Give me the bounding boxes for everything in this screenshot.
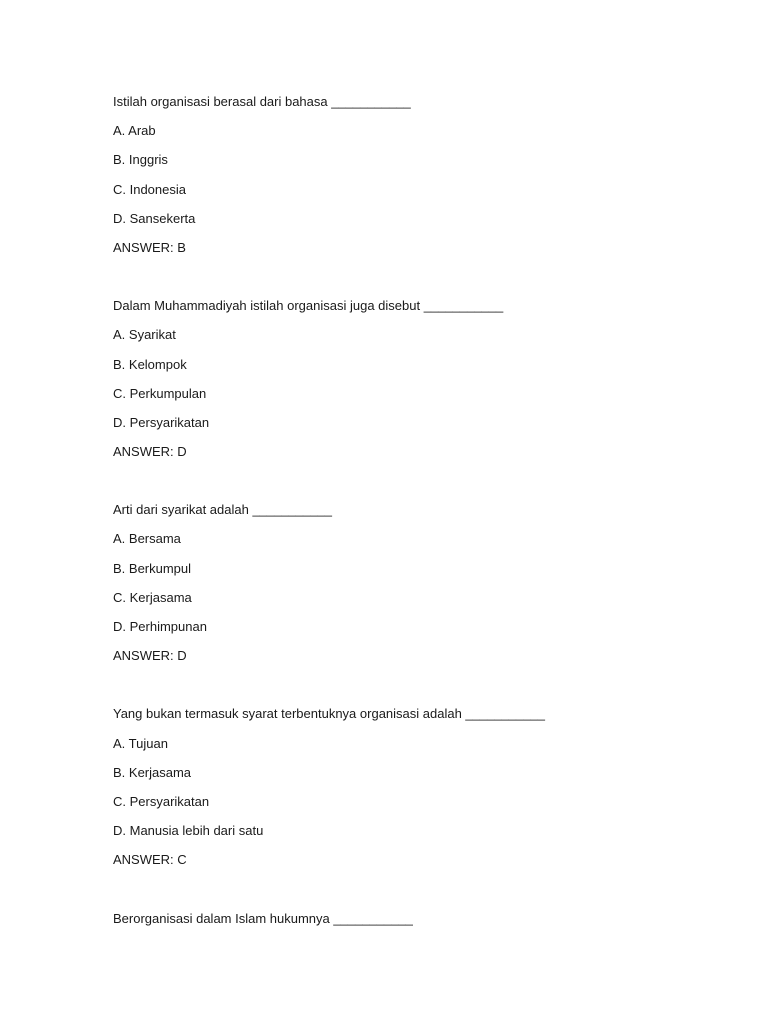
option-a: A. Arab [113,123,156,139]
question-text: Arti dari syarikat adalah ___________ [113,502,332,518]
option-a: A. Tujuan [113,735,168,751]
question-text: Yang bukan termasuk syarat terbentuknya organisasi adalah ___________ [113,706,545,722]
answer-text: ANSWER: D [113,648,187,664]
question-block [113,94,713,256]
option-a: A. Bersama [113,531,181,547]
option-d: D. Sansekerta [113,210,196,226]
option-b: B. Kelompok [113,356,187,372]
question-text: Berorganisasi dalam Islam hukumnya ___________ [113,910,413,926]
answer-text: ANSWER: C [113,852,187,868]
option-c: C. Indonesia [113,181,186,197]
spacer [113,269,713,298]
answer-text: ANSWER: D [113,444,187,460]
document-page [113,94,713,940]
option-c: C. Persyarikatan [113,793,210,809]
question-block [113,502,713,664]
option-a: A. Syarikat [113,327,176,343]
spacer [113,882,713,911]
spacer [113,677,713,706]
question-block [113,706,713,868]
option-d: D. Persyarikatan [113,414,210,430]
option-b: B. Kerjasama [113,764,192,780]
question-block [113,911,713,927]
option-c: C. Perkumpulan [113,385,207,401]
option-b: B. Inggris [113,152,168,168]
question-text: Istilah organisasi berasal dari bahasa ___________ [113,94,411,109]
spacer [113,473,713,502]
option-c: C. Kerjasama [113,589,192,605]
answer-text: ANSWER: B [113,239,186,255]
question-text: Dalam Muhammadiyah istilah organisasi juga disebut ___________ [113,298,504,314]
option-d: D. Manusia lebih dari satu [113,823,264,839]
option-b: B. Berkumpul [113,560,192,576]
question-block [113,298,713,460]
option-d: D. Perhimpunan [113,619,207,634]
